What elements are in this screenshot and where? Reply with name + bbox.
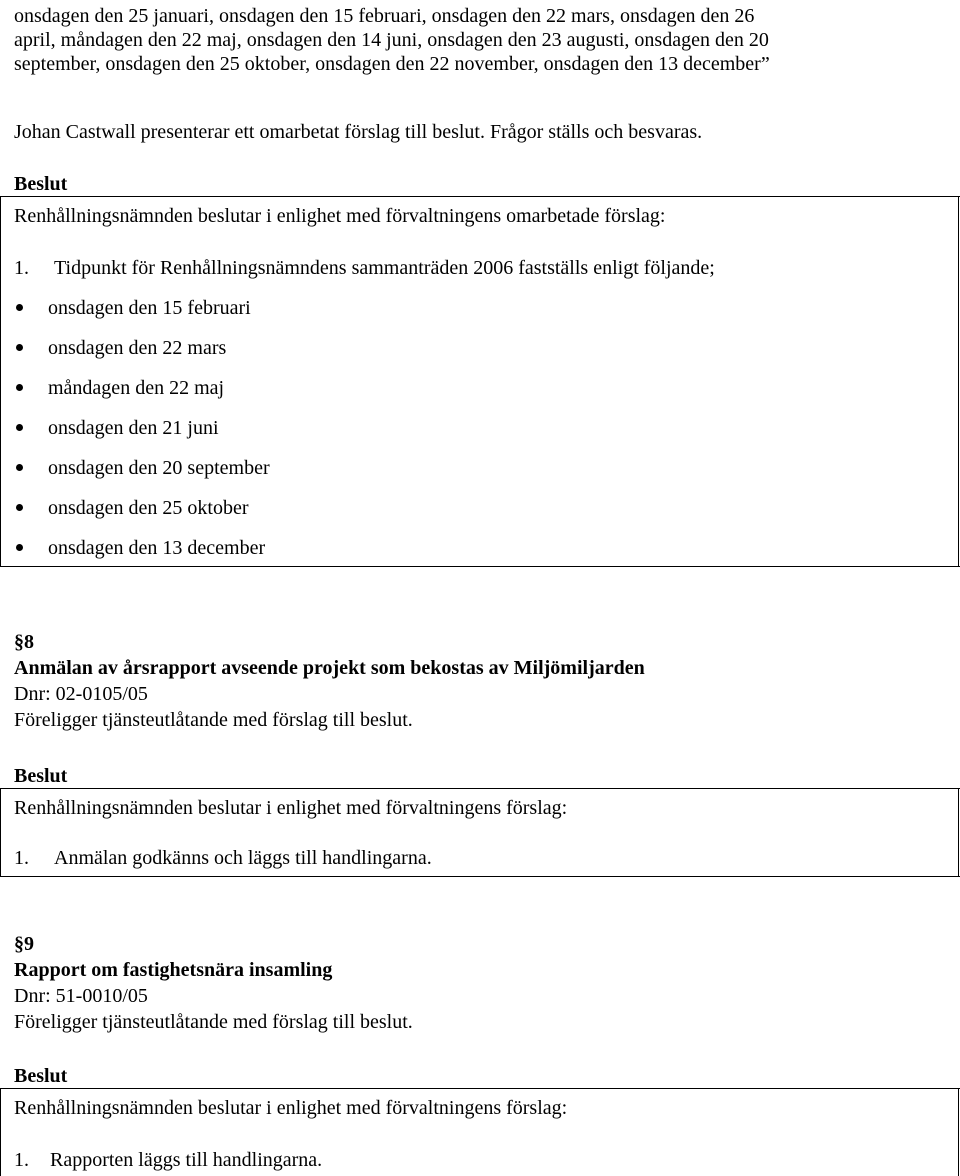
section-8-box-bottom <box>0 876 960 877</box>
section-9-box-right <box>958 1088 959 1176</box>
quote-line-1: onsdagen den 25 januari, onsdagen den 15 februari, onsdagen den 22 mars, onsdagen den 26 <box>14 5 755 27</box>
section-9-decision-item <box>14 1148 322 1172</box>
quote-line-3: september, onsdagen den 25 oktober, onsdagen den 22 november, onsdagen den 13 december” <box>14 53 770 75</box>
section-8-box-top <box>0 788 960 789</box>
decision-box-right <box>958 196 959 566</box>
bullet-icon <box>16 344 23 351</box>
decision-intro: Renhållningsnämnden beslutar i enlighet med förvaltningens omarbetade förslag: <box>14 205 666 227</box>
item-number: 1. <box>14 257 29 279</box>
section-8-box-right <box>958 788 959 876</box>
date-list <box>14 296 270 576</box>
decision-heading: Beslut <box>14 173 68 195</box>
bullet-icon <box>16 464 23 471</box>
list-item: onsdagen den 20 september <box>14 456 270 496</box>
bullet-icon <box>16 544 23 551</box>
section-9-title: Rapport om fastighetsnära insamling <box>14 959 333 981</box>
bullet-icon <box>16 384 23 391</box>
section-8-dnr: Dnr: 02-0105/05 <box>14 683 148 705</box>
presentation-text: Johan Castwall presenterar ett omarbetat förslag till beslut. Frågor ställs och besvaras. <box>14 121 703 143</box>
decision-box-top <box>0 196 960 197</box>
list-item: onsdagen den 22 mars <box>14 336 270 376</box>
section-9-decision-intro: Renhållningsnämnden beslutar i enlighet med förvaltningens förslag: <box>14 1097 568 1119</box>
section-8-decision-heading: Beslut <box>14 765 68 787</box>
decision-item <box>14 256 715 280</box>
decision-box-bottom <box>0 566 960 567</box>
quote-line-2: april, måndagen den 22 maj, onsdagen den 14 juni, onsdagen den 23 augusti, onsdagen den 20 <box>14 29 769 51</box>
section-9-dnr: Dnr: 51-0010/05 <box>14 985 148 1007</box>
section-9-box-top <box>0 1088 960 1089</box>
section-9-decision-heading: Beslut <box>14 1065 68 1087</box>
list-item: onsdagen den 25 oktober <box>14 496 270 536</box>
decision-box-left <box>0 196 1 566</box>
bullet-icon <box>16 504 23 511</box>
section-8-note: Föreligger tjänsteutlåtande med förslag till beslut. <box>14 709 413 731</box>
list-item: måndagen den 22 maj <box>14 376 270 416</box>
item-text: Tidpunkt för Renhållningsnämndens sammanträden 2006 fastställs enligt följande; <box>54 257 715 279</box>
list-item: onsdagen den 21 juni <box>14 416 270 456</box>
item-number: 1. <box>14 847 29 869</box>
section-8-box-left <box>0 788 1 876</box>
item-text: Rapporten läggs till handlingarna. <box>50 1149 323 1171</box>
list-item: onsdagen den 13 december <box>14 536 270 576</box>
section-9-note: Föreligger tjänsteutlåtande med förslag till beslut. <box>14 1011 413 1033</box>
list-item: onsdagen den 15 februari <box>14 296 270 336</box>
section-8-title: Anmälan av årsrapport avseende projekt som bekostas av Miljömiljarden <box>14 657 645 679</box>
section-9-box-left <box>0 1088 1 1176</box>
section-8-decision-intro: Renhållningsnämnden beslutar i enlighet med förvaltningens förslag: <box>14 797 568 819</box>
item-number: 1. <box>14 1149 29 1171</box>
section-8-decision-item <box>14 846 432 870</box>
item-text: Anmälan godkänns och läggs till handlingarna. <box>54 847 432 869</box>
bullet-icon <box>16 304 23 311</box>
bullet-icon <box>16 424 23 431</box>
section-8-number: §8 <box>14 631 34 653</box>
section-9-number: §9 <box>14 933 34 955</box>
